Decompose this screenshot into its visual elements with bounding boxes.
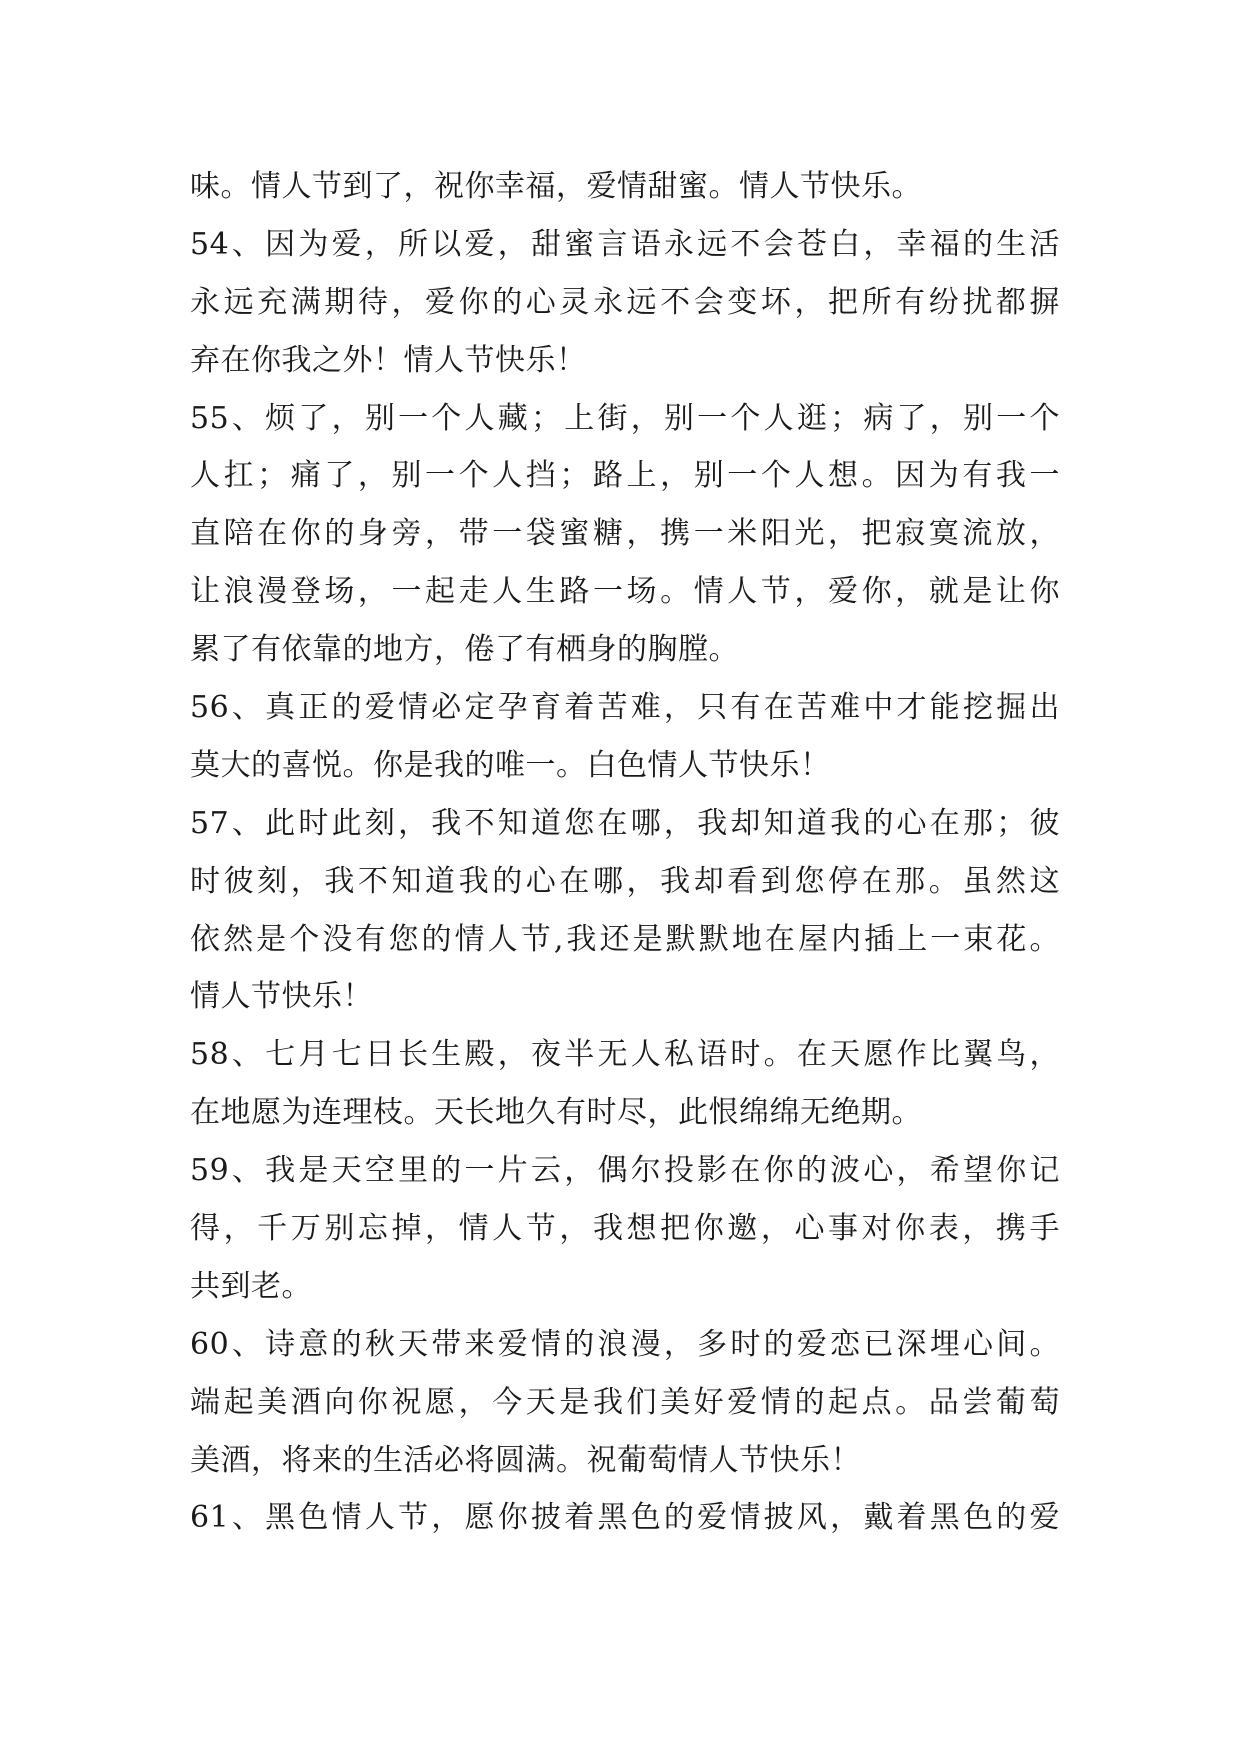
document-page xyxy=(190,158,1060,1718)
text-line: 累了有依靠的地方，倦了有栖身的胸膛。 xyxy=(190,632,739,668)
text-line: 时彼刻，我不知道我的心在哪，我却看到您停在那。虽然这 xyxy=(190,863,1060,899)
text-line: 共到老。 xyxy=(190,1268,312,1304)
text-line: 57、此时此刻，我不知道您在哪，我却知道我的心在那；彼 xyxy=(190,805,1060,841)
text-line: 美酒，将来的生活必将圆满。祝葡萄情人节快乐！ xyxy=(190,1442,861,1478)
text-line: 61、黑色情人节，愿你披着黑色的爱情披风，戴着黑色的爱 xyxy=(190,1500,1060,1536)
text-line: 58、七月七日长生殿，夜半无人私语时。在天愿作比翼鸟， xyxy=(190,1037,1060,1073)
text-line: 得，千万别忘掉，情人节，我想把你邀，心事对你表，携手 xyxy=(190,1211,1060,1247)
text-line: 依然是个没有您的情人节,我还是默默地在屋内插上一束花。 xyxy=(190,921,1060,957)
text-line: 永远充满期待，爱你的心灵永远不会变坏，把所有纷扰都摒 xyxy=(190,284,1060,320)
text-line: 54、因为爱，所以爱，甜蜜言语永远不会苍白，幸福的生活 xyxy=(190,226,1060,262)
text-line: 直陪在你的身旁，带一袋蜜糖，携一米阳光，把寂寞流放， xyxy=(190,516,1060,552)
text-line: 弃在你我之外！情人节快乐！ xyxy=(190,342,587,378)
text-line: 让浪漫登场，一起走人生路一场。情人节，爱你，就是让你 xyxy=(190,574,1060,610)
text-line: 在地愿为连理枝。天长地久有时尽，此恨绵绵无绝期。 xyxy=(190,1095,922,1131)
text-line: 56、真正的爱情必定孕育着苦难，只有在苦难中才能挖掘出 xyxy=(190,690,1060,726)
text-line: 59、我是天空里的一片云，偶尔投影在你的波心，希望你记 xyxy=(190,1153,1060,1189)
text-line: 人扛；痛了，别一个人挡；路上，别一个人想。因为有我一 xyxy=(190,458,1060,494)
text-line: 55、烦了，别一个人藏；上街，别一个人逛；病了，别一个 xyxy=(190,400,1060,436)
text-line: 情人节快乐！ xyxy=(190,979,373,1015)
text-line: 莫大的喜悦。你是我的唯一。白色情人节快乐！ xyxy=(190,747,831,783)
text-line: 味。情人节到了，祝你幸福，爱情甜蜜。情人节快乐。 xyxy=(190,169,922,204)
text-line: 端起美酒向你祝愿，今天是我们美好爱情的起点。品尝葡萄 xyxy=(190,1384,1060,1420)
text-line: 60、诗意的秋天带来爱情的浪漫，多时的爱恋已深埋心间。 xyxy=(190,1326,1060,1362)
